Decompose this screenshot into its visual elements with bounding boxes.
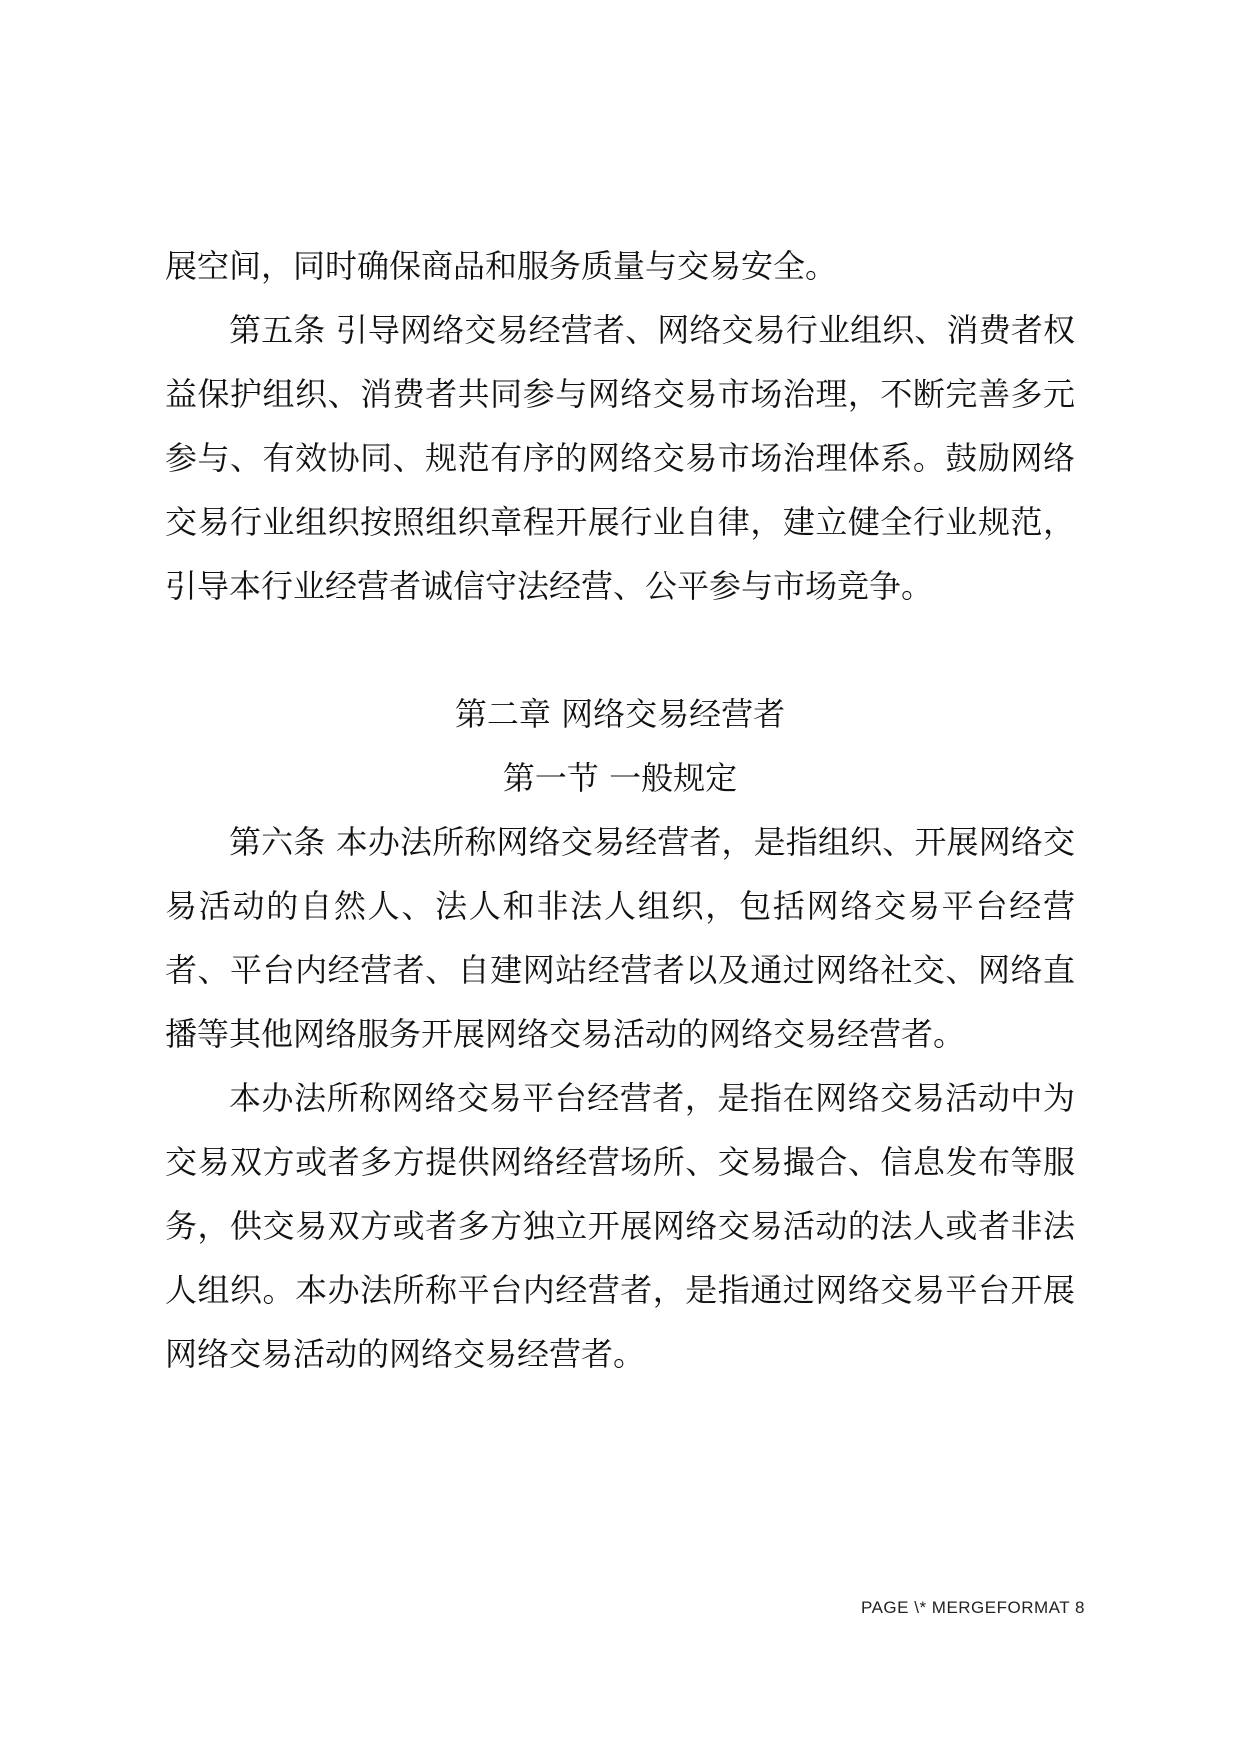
paragraph-article-6: 第六条 本办法所称网络交易经营者，是指组织、开展网络交易活动的自然人、法人和非法人组织，包括网络交易平台经营者、平台内经营者、自建网站经营者以及通过网络社交、网络直播等其他网络服务开展网络交易活动的网络交易经营者。	[165, 823, 1075, 1053]
page-footer: PAGE \* MERGEFORMAT 8	[861, 1598, 1085, 1617]
chapter-heading: 第二章 网络交易经营者	[454, 695, 786, 733]
section-heading: 第一节 一般规定	[502, 759, 738, 797]
paragraph-continuation: 展空间，同时确保商品和服务质量与交易安全。	[165, 247, 838, 285]
document-body	[165, 234, 1075, 1386]
paragraph-article-5: 第五条 引导网络交易经营者、网络交易行业组织、消费者权益保护组织、消费者共同参与网络交易市场治理，不断完善多元参与、有效协同、规范有序的网络交易市场治理体系。鼓励网络交易行业组织按照组织章程开展行业自律，建立健全行业规范，引导本行业经营者诚信守法经营、公平参与市场竞争。	[165, 311, 1075, 605]
paragraph-article-6-definition: 本办法所称网络交易平台经营者，是指在网络交易活动中为交易双方或者多方提供网络经营场所、交易撮合、信息发布等服务，供交易双方或者多方独立开展网络交易活动的法人或者非法人组织。本办法所称平台内经营者，是指通过网络交易平台开展网络交易活动的网络交易经营者。	[165, 1079, 1075, 1373]
section-spacer	[165, 618, 1075, 682]
